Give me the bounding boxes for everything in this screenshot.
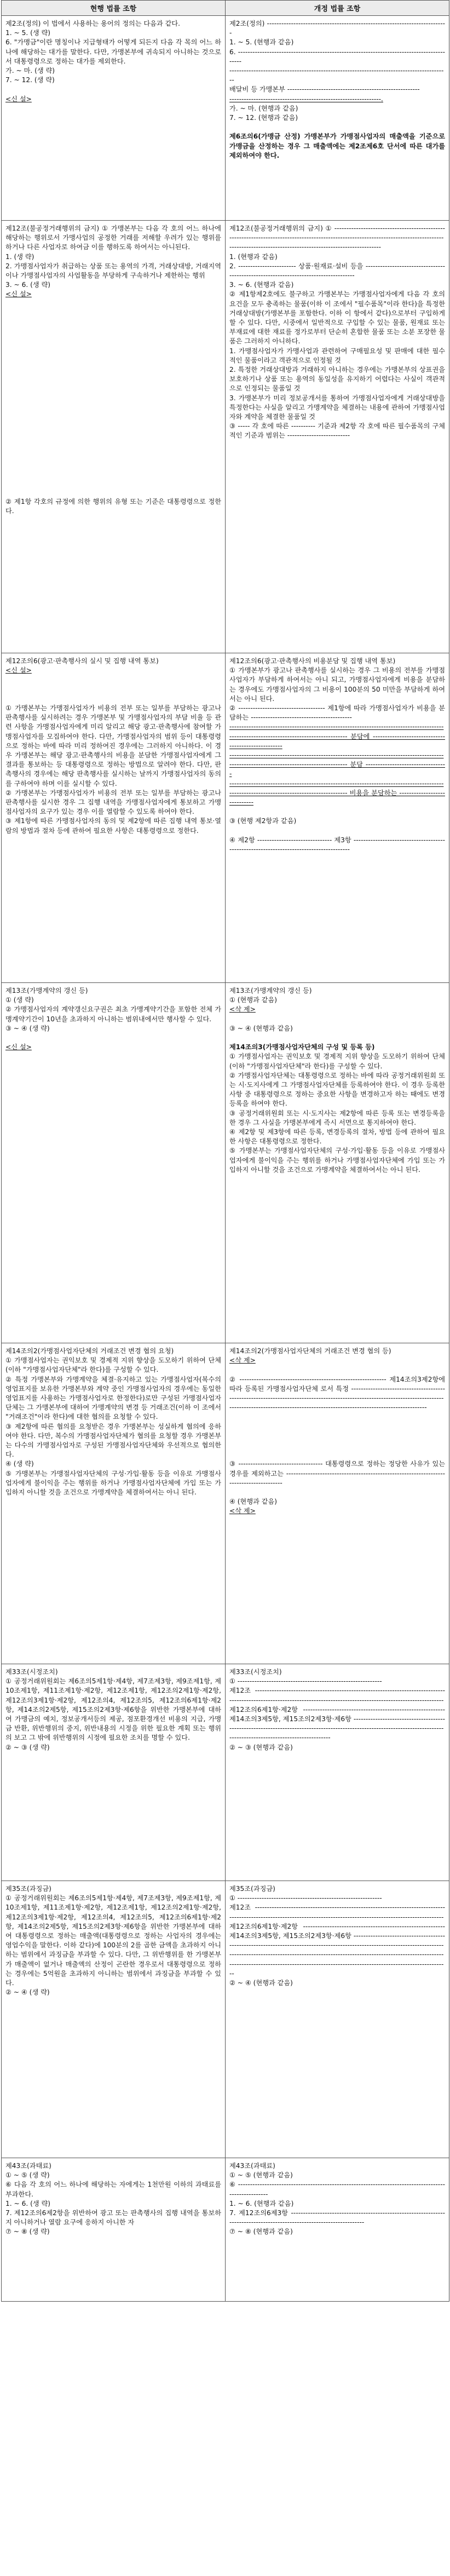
clause-line <box>5 384 221 393</box>
clause-line: 제12조 ------------------------------------------------------------------------------------------------------------------------------------------------------------------------ <box>229 1687 445 1704</box>
clause-line: ------------------------------------------------------------------------------------------- <box>229 67 444 84</box>
clause-line: 제14조의2(가맹점사업자단체의 거래조건 변경 협의 요청) <box>5 1347 174 1355</box>
clause-line: 제12조 ------------------------------------------------------------------------------------------------------------------------------------------------------------------------ <box>229 1904 445 1921</box>
clause-line <box>229 1033 445 1043</box>
clause-line: 가. ~ 마. (생 략) <box>5 67 55 75</box>
clause-line: <삭 제> <box>229 1356 256 1365</box>
header-current-law: 현행 법률 조항 <box>2 1 226 16</box>
clause-line: 제33조(시정조치) <box>229 1668 282 1676</box>
current-cell <box>2 653 226 983</box>
amended-cell <box>226 221 449 653</box>
clause-line: ------------------------------------------------------------------------------------------------------------------------------------------ 분담 ---------------------------------- <box>229 751 445 778</box>
clause-line: 가. ~ 마. (현행과 같음) <box>229 104 298 112</box>
clause-line: 2. 가맹점사업자가 취급하는 상품 또는 용역의 가격, 거래상대방, 거래지역이나 가맹점사업자의 사업활동을 부당하게 구속하거나 제한하는 행위 <box>5 262 221 280</box>
clause-line <box>5 375 221 384</box>
clause-line: 1. (생 략) <box>5 252 34 261</box>
clause-line: 제12조의6(광고·판촉행사의 실시 및 집행 내역 통보) <box>5 657 159 665</box>
clause-line: ① 가맹점사업자는 권익보호 및 경제적 지위 향상을 도모하기 위하여 단체(이하 "가맹점사업자단체"라 한다)를 구성할 수 있다. <box>5 1356 221 1374</box>
clause-line: 7. 제12조의6제2항을 위반하여 광고 또는 판촉행사의 집행 내역을 통보하지 아니하거나 열람 요구에 응하지 아니한 자 <box>5 2209 221 2227</box>
clause-line: 제12조의6제1항·제2항 ----------------------------------------------------------- 제14조의3제5항, 제15조의2제3항·제6항 ------------------------------------------------------------------------------------------------------------------------------------------------------------------------- <box>229 1705 445 1742</box>
clause-line: 3. ~ 6. (현행과 같음) <box>229 281 294 289</box>
clause-line: ② 가맹점사업자의 계약갱신요구권은 최초 가맹계약기간을 포함한 전체 가맹계약기간이 10년을 초과하지 아니하는 범위내에서만 행사할 수 있다. <box>5 1005 221 1023</box>
clause-line: 제35조(과징금) <box>5 1885 51 1893</box>
clause-line: 제12조의6제1항·제2항 ----------------------------------------------------------- 제14조의3제5항, 제15조의2제3항·제6항 ------------------------------------------------------------------------------------------------------------------------------------------------------------------------------------------------------------------------------------------------------------------------------------------------------------------- <box>229 1922 445 1977</box>
clause-line: 6. ------------------------------------------------------------------------------------------- <box>229 48 445 65</box>
amended-cell <box>226 1664 449 1881</box>
table-header-row <box>2 1 449 16</box>
clause-line: ① 가맹점사업자는 권익보호 및 경제적 지위 향상을 도모하기 위하여 단체(이하 "가맹점사업자단체"라 한다)를 구성할 수 있다. <box>229 1053 445 1070</box>
clause-line: ② ~ ③ (현행과 같음) <box>229 1743 293 1751</box>
clause-line <box>5 300 221 309</box>
clause-line <box>5 318 221 327</box>
clause-line: 제12조(불공정거래행위의 금지) ① ------------------------------------------------------------------------------------------------------------------------------------------------------------------------------------------------------ <box>229 225 445 251</box>
clause-line: ⑥ 다음 각 호의 어느 하나에 해당하는 자에게는 1천만원 이하의 과태료를 부과한다. <box>5 2181 221 2198</box>
clause-line <box>5 440 221 450</box>
clause-line: <신 설> <box>5 1043 32 1051</box>
clause-line: ---------------------------------------------------------------. <box>229 95 383 103</box>
clause-line: 제43조(과태료) <box>229 2162 275 2170</box>
amended-cell <box>226 1343 449 1664</box>
clause-line: ③ 제2항에 따른 협의를 요청받은 경우 가맹본부는 성실하게 협의에 응하여야 한다. 다만, 복수의 가맹점사업자단체가 협의를 요청할 경우 가맹본부는 다수의 가맹점사업자로 구성된 가맹점사업자단체와 우선적으로 협의한다. <box>5 1422 221 1459</box>
clause-line: ④ 제2항 ------------------------------- 제3항 ---------------------------------------------------------------------------------------- <box>229 836 445 854</box>
clause-line: 3. 가맹본부가 미리 정보공개서를 통하여 가맹점사업자에게 거래상대방을 특정한다는 사실을 알리고 가맹계약을 체결하는 내용에 관하여 가맹점사업자와 계약을 체결한 물품일 것 <box>229 394 445 421</box>
clause-line: 6. "가맹금"이란 명칭이나 지급형태가 어떻게 되든지 다음 각 목의 어느 하나에 해당하는 대가를 말한다. 다만, 가맹본부에 귀속되지 아니하는 것으로서 대통령령으로 정하는 대가를 제외한다. <box>5 38 221 65</box>
clause-line: ① ~ ⑤ (현행과 같음) <box>229 2171 293 2180</box>
clause-line: ① 가맹본부는 가맹점사업자가 비용의 전부 또는 일부를 부담하는 광고나 판촉행사를 실시하려는 경우 가맹본부 및 가맹점사업자의 부담 비율 등 관련 사항을 가맹점사업자에게 미리 알리고 해당 광고·판촉행사에 참여할 가맹점사업자를 모집하여야 한다. 다만, 가맹점사업자의 범위 등이 대통령령으로 정하는 바에 따라 미리 정하여진 경우에는 그러하지 아니하다. 이 경우 가맹본부는 해당 광고·판촉행사의 비용을 분담한 가맹점사업자에게 그 결과를 통보하는 등 대통령령으로 정하는 방법으로 알려야 한다. 다만, 판촉행사의 경우에는 해당 판촉행사를 실시하는 날까지 가맹점사업자의 동의를 구하여야 하며 이를 실시할 수 있다. <box>5 704 221 787</box>
clause-line: 3. ~ 6. (생 략) <box>5 281 51 289</box>
clause-line <box>5 327 221 337</box>
current-cell <box>2 1343 226 1664</box>
clause-line: ③ ----------------------------------- 대통령령으로 정하는 정당한 사유가 있는 경우를 제외하고는 ---------------------------------------------------------------------------------------- <box>229 1460 445 1487</box>
clause-line: 2. 특정한 거래상대방과 거래하지 아니하는 경우에는 가맹본부의 상표권을 보호하기나 상품 또는 용역의 동일성을 유지하기 어렵다는 사실이 객관적으로 인정되는 물품일 것 <box>229 366 445 393</box>
clause-line <box>5 694 221 704</box>
clause-line: ④ (생 략) <box>5 1460 34 1468</box>
clause-line: 제12조(불공정거래행위의 금지) ① 가맹본부는 다음 각 호의 어느 하나에 해당하는 행위로서 가맹사업의 공정한 거래를 저해할 우려가 있는 행위를 하거나 다른 사업자로 하여금 이를 행하도록 하여서는 아니된다. <box>5 225 221 251</box>
table-row-article-13 <box>2 983 449 1343</box>
clause-line: ② 제1항 각호의 규정에 의한 행위의 유형 또는 기준은 대통령령으로 정한다. <box>5 497 221 515</box>
clause-line <box>5 403 221 412</box>
clause-line: ① 공정거래위원회는 제6조의5제1항·제4항, 제7조제3항, 제9조제1항, 제10조제1항, 제11조제1항·제2항, 제12조제1항, 제12조의2제1항·제2항, 제12조의3제1항·제2항, 제12조의4, 제12조의5, 제12조의6제1항·제2항, 제14조의2제5항, 제15조의2제3항·제6항을 위반한 가맹본부에 대하여 대통령령으로 정하는 매출액(대통령령으로 정하는 사업자의 경우에는 영업수익을 말한다. 이하 같다)에 100분의 2를 곱한 금액을 초과하지 아니하는 범위에서 과징금을 부과할 수 있다. 다만, 그 위반행위를 한 가맹본부가 매출액이 없거나 매출액의 산정이 곤란한 경우로서 대통령령으로 정하는 경우에는 5억원을 초과하지 아니하는 범위에서 과징금을 부과할 수 있다. <box>5 1894 221 1987</box>
clause-line: 1. ~ 5. (현행과 같음) <box>229 38 294 47</box>
table-row-article-43 <box>2 2158 449 2302</box>
clause-line: 7. 제12조의6제3항 ------------------------------------------------------------------------------------------------------------------------ <box>229 2209 445 2227</box>
clause-line: ② ~ ③ (생 략) <box>5 1743 50 1751</box>
comparison-table <box>1 0 449 2302</box>
clause-line: 배달비 등 가맹본부 ------------------------------------------------------- <box>229 85 420 94</box>
clause-line: 제2조(정의) --------------------------------------------------------------------------- <box>229 20 445 37</box>
clause-line <box>5 412 221 422</box>
clause-line: 1. (현행과 같음) <box>229 252 278 261</box>
clause-line <box>5 356 221 365</box>
clause-line <box>229 1422 445 1431</box>
current-cell <box>2 16 226 221</box>
clause-line <box>5 309 221 318</box>
clause-line: ② 특정 가맹본부와 가맹계약을 체결·유지하고 있는 가맹점사업자(복수의 영업표지를 보유한 가맹본부와 계약 중인 가맹점사업자의 경우에는 동일한 영업표지를 사용하는 가맹점사업자로 한정한다)로만 구성된 가맹점사업자단체는 그 가맹본부에 대하여 가맹계약의 변경 등 거래조건(이하 이 조에서 "거래조건"이라 한다)에 대한 협의를 요청할 수 있다. <box>5 1375 221 1421</box>
clause-line: 제33조(시정조치) <box>5 1668 58 1676</box>
clause-line <box>229 807 445 817</box>
clause-line <box>5 422 221 431</box>
clause-line <box>5 337 221 346</box>
clause-line: ② 가맹본부는 가맹점사업자가 비용의 전부 또는 일부를 부담하는 광고나 판촉행사를 실시한 경우 그 집행 내역을 가맹점사업자에게 통보하고 가맹점사업자의 요구가 있는 경우 이를 열람할 수 있도록 하여야 한다. <box>5 789 221 816</box>
clause-line <box>5 469 221 478</box>
current-cell <box>2 221 226 653</box>
clause-line <box>5 394 221 403</box>
clause-line: 7. ~ 12. (생 략) <box>5 76 55 84</box>
clause-line: <신 설> <box>5 666 32 675</box>
clause-line: ① (현행과 같음) <box>229 996 278 1004</box>
clause-line: 제14조의3(가맹점사업자단체의 구성 및 등록 등) <box>229 1043 375 1051</box>
clause-line: 7. ~ 12. (현행과 같음) <box>229 114 298 122</box>
clause-line: ① (생 략) <box>5 996 34 1004</box>
table-row-article-12 <box>2 221 449 653</box>
clause-line: ③ 공정거래위원회 또는 시·도지사는 제2항에 따른 등록 또는 변경등록을 한 경우 그 사실을 가맹본부에게 즉시 서면으로 통지하여야 한다. <box>229 1109 445 1126</box>
clause-line: ① 가맹본부가 광고나 판촉행사를 실시하는 경우 그 비용의 전부를 가맹점사업자가 부담하게 하여서는 아니 되고, 가맹점사업자에게 비용을 분담하는 경우에도 가맹점사업자의 그 비용이 100분의 50 미만을 부담하게 하여서는 아니 된다. <box>229 666 445 703</box>
clause-line <box>5 450 221 459</box>
clause-line <box>5 347 221 356</box>
clause-line: 제14조의2(가맹점사업자단체의 거래조건 변경 협의 등) <box>229 1347 391 1355</box>
clause-line: ① ------------------------------------------------------------ <box>229 1677 382 1686</box>
clause-line: ① 공정거래위원회는 제6조의5제1항·제4항, 제7조제3항, 제9조제1항, 제10조제1항, 제11조제1항·제2항, 제12조제1항, 제12조의2제1항·제2항, 제12조의3제1항·제2항, 제12조의4, 제12조의5, 제12조의6제1항·제2항, 제14조의2제5항, 제15조의2제3항·제6항을 위반한 가맹본부에 대하여 가맹금의 예치, 정보공개서등의 제공, 점포환경개선 비용의 지급, 가맹금 반환, 위반행위의 중지, 위반내용의 시정을 위한 필요한 계획 또는 행위의 보고 그 밖에 위반행위의 시정에 필요한 조치를 명할 수 있다. <box>5 1677 221 1742</box>
clause-line <box>229 1450 445 1459</box>
clause-line <box>5 365 221 375</box>
clause-line: ③ (현행 제2항과 같음) <box>229 817 297 825</box>
header-amended-law: 개정 법률 조항 <box>226 1 449 16</box>
current-cell <box>2 1881 226 2158</box>
table-row-article-2 <box>2 16 449 221</box>
clause-line <box>5 1033 221 1043</box>
clause-line: 제6조의6(가맹금 산정) 가맹본부가 가맹점사업자의 매출액을 기준으로 가맹금을 산정하는 경우 그 매출액에는 제2조제6호 단서에 따른 대가를 제외하여야 한다. <box>229 133 445 159</box>
clause-line <box>229 1412 445 1422</box>
clause-line: ② 제1항제2호에도 불구하고 가맹본부는 가맹점사업자에게 다음 각 호의 요건을 모두 충족하는 물품(이하 이 조에서 "필수품목"이라 한다)을 특정한 거래상대방(가맹본부를 포함한다. 이하 이 항에서 같다)으로부터 구입하게 할 수 있다. 다만, 시중에서 일반적으로 구입할 수 있는 물품, 원재료 또는 부재료에 대한 재료를 정가로부터 단순히 혼합한 물품 또는 소분 포장한 물품은 그러하지 아니하다. <box>229 290 445 346</box>
clause-line: <신 설> <box>5 290 32 298</box>
amended-cell <box>226 2158 449 2302</box>
clause-line: ------------------------------------------------------------------------------------------------------------------------------------------ 비용을 분담하는 ----------------------------- <box>229 779 445 807</box>
clause-line: 제35조(과징금) <box>229 1885 275 1893</box>
current-cell <box>2 983 226 1343</box>
clause-line: ② 가맹점사업자단체는 대통령령으로 정하는 바에 따라 공정거래위원회 또는 시·도지사에게 그 가맹점사업자단체를 등록하여야 한다. 이 경우 등록한 사항 중 대통령령으로 정하는 중요한 사항을 변경하고자 하는 때에도 변경등록을 하여야 한다. <box>229 1071 445 1108</box>
clause-line: 제13조(가맹계약의 갱신 등) <box>229 987 312 994</box>
clause-line <box>229 826 445 836</box>
clause-line <box>229 1015 445 1024</box>
table-row-article-12-6 <box>2 653 449 983</box>
clause-line <box>5 487 221 497</box>
clause-line: ③ ----- 각 호에 따른 ---------- 기준과 제2항 각 호에 따른 필수품목의 구체적인 기준과 범위는 -------------------------- <box>229 422 445 440</box>
table-row-article-14-2 <box>2 1343 449 1664</box>
clause-line: ③ ~ ④ (생 략) <box>5 1024 50 1032</box>
table-row-article-33 <box>2 1664 449 1881</box>
clause-line <box>229 1441 445 1450</box>
current-cell <box>2 1664 226 1881</box>
clause-line: ⑦ ~ ⑧ (생 략) <box>5 2228 50 2236</box>
clause-line: 2. ------------------------ 상품·원재료·설비 등을 ------------------------------------------------------------------------------------- <box>229 262 445 280</box>
amended-cell <box>226 653 449 983</box>
clause-line <box>229 1365 445 1375</box>
clause-line <box>229 123 445 132</box>
amended-cell <box>226 1881 449 2158</box>
clause-line: <삭 제> <box>229 1005 256 1014</box>
clause-line: ④ (현행과 같음) <box>229 1498 278 1506</box>
clause-line: ② ------------------------------------------------------------- 제14조의3제2항에 따라 등록된 가맹점사업자단체 로서 특정 ------------------------------------------------------------------------------------------------------------------------------------------------------------------------------------------------------------------ <box>229 1375 445 1412</box>
clause-line: 1. ~ 6. (현행과 같음) <box>229 2199 294 2207</box>
clause-line <box>5 431 221 440</box>
amended-cell <box>226 983 449 1343</box>
clause-line: <신 설> <box>5 95 32 103</box>
amended-cell <box>226 16 449 221</box>
clause-line: ⑦ ~ ⑧ (현행과 같음) <box>229 2228 293 2236</box>
clause-line <box>229 1431 445 1441</box>
table-row-article-35 <box>2 1881 449 2158</box>
clause-line: ⑤ 가맹본부는 가맹점사업자단체의 구성·가입·활동 등을 이유로 가맹점사업자에게 불이익을 주는 행위를 하거나 가맹점사업자단체에 가입 또는 가입하지 아니할 것을 조건으로 가맹계약을 체결하여서는 아니 된다. <box>5 1469 221 1497</box>
clause-line <box>5 675 221 685</box>
clause-line: 제43조(과태료) <box>5 2162 51 2170</box>
clause-line: ------------------------------------------------------------------------------------------------------------------------------------------ 분담에 ---------------------------------------------------- <box>229 723 445 750</box>
clause-line: ③ ~ ④ (현행과 같음) <box>229 1024 293 1032</box>
clause-line: ⑥ ------------------------------------------------------------------------------------------------------ <box>229 2181 445 2198</box>
clause-line <box>229 1488 445 1497</box>
clause-line <box>5 478 221 487</box>
clause-line <box>5 459 221 469</box>
clause-line <box>5 85 221 94</box>
clause-line: ② ~ ④ (생 략) <box>5 1988 50 1997</box>
clause-line <box>5 685 221 694</box>
clause-line: 제12조의6(광고·판촉행사의 비용분담 및 집행 내역 통보) <box>229 657 396 665</box>
clause-line: ② ------------------------------------ 제1항에 따라 가맹점사업자가 비용을 분담하는 ------------------------------------------ <box>229 704 445 722</box>
comparison-body <box>2 16 449 2302</box>
clause-line: ⑤ 가맹본부는 가맹점사업자단체의 구성·가입·활동 등을 이유로 가맹점사업자에게 불이익을 주는 행위를 하거나 가맹점사업자단체에 가입 또는 가입하지 아니할 것을 조건으로 가맹계약을 체결하여서는 아니 된다. <box>229 1147 445 1174</box>
clause-line: ① ~ ⑤ (생 략) <box>5 2171 50 2180</box>
clause-line: <삭 제> <box>229 1507 256 1515</box>
clause-line: 1. 가맹점사업자가 가맹사업과 관련하여 구매필요성 및 판매에 대한 필수적인 물품이라고 객관적으로 인정될 것 <box>229 347 445 364</box>
clause-line: 1. ~ 5. (생 략) <box>5 29 51 37</box>
clause-line: 1. ~ 6. (생 략) <box>5 2199 51 2207</box>
clause-line: ① ------------------------------------------------------------ <box>229 1894 382 1902</box>
current-cell <box>2 2158 226 2302</box>
clause-line: ② ~ ④ (현행과 같음) <box>229 1979 293 1987</box>
clause-line: 제2조(정의) 이 법에서 사용하는 용어의 정의는 다음과 같다. <box>5 20 181 27</box>
clause-line: 제13조(가맹계약의 갱신 등) <box>5 987 88 994</box>
clause-line: ④ 제2항 및 제3항에 따른 등록, 변경등록의 절차, 방법 등에 관하여 필요한 사항은 대통령령으로 정한다. <box>229 1128 445 1146</box>
clause-line: ③ 제1항에 따른 가맹점사업자의 동의 및 제2항에 따른 집행 내역 통보·열람의 방법과 절차 등에 관하여 필요한 사항은 대통령령으로 정한다. <box>5 817 221 835</box>
